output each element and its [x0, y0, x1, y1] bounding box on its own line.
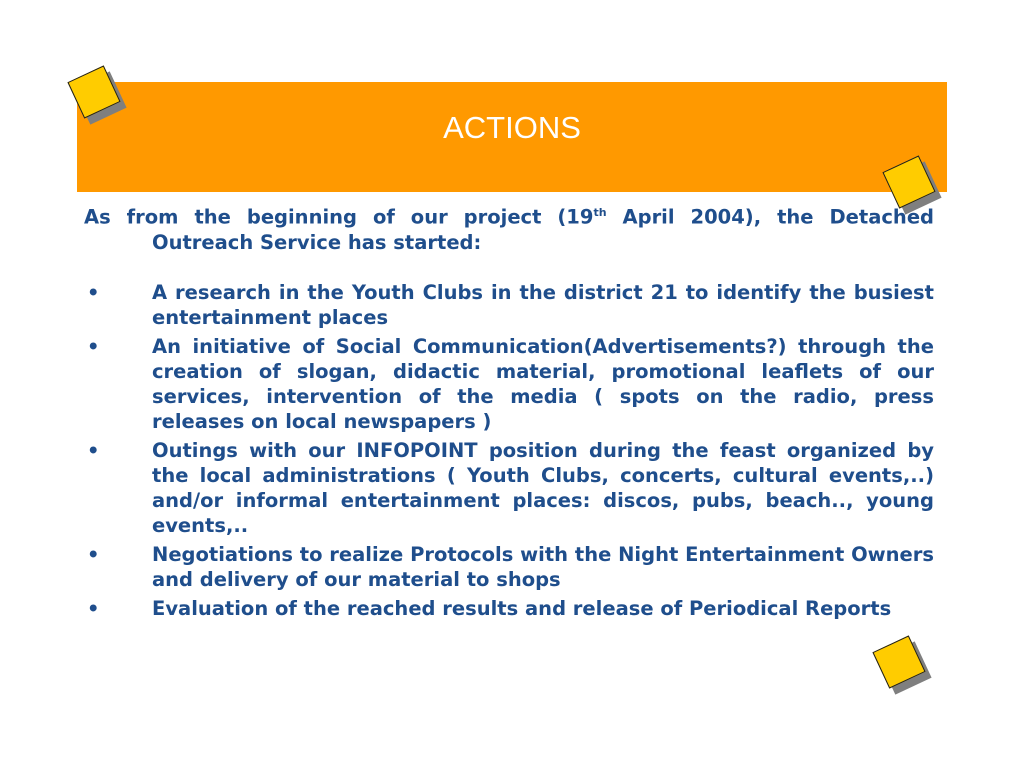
bullet-text: Outings with our INFOPOINT position during the feast organized by the local administrations ( Youth Clubs, concerts, cultural events,..) and/or informal entertainment places: discos, pubs, beach.., young events,.. — [152, 438, 934, 537]
bullet-mark: • — [87, 280, 100, 304]
intro-text-start: As from the beginning of our project (19 — [84, 205, 594, 229]
intro-ordinal-suffix: th — [593, 206, 607, 219]
bullet-item — [84, 334, 934, 434]
decorative-square-icon-bottom-right — [877, 640, 929, 692]
bullet-item — [84, 280, 934, 330]
slide-body — [84, 200, 934, 625]
bullet-mark: • — [87, 542, 100, 566]
bullet-mark: • — [87, 438, 100, 462]
title-band — [77, 82, 947, 192]
intro-text-end: April 2004), the Detached Outreach Service has started: — [152, 205, 935, 254]
bullet-mark: • — [87, 596, 100, 620]
bullet-text: Evaluation of the reached results and release of Periodical Reports — [152, 596, 892, 620]
decorative-square-icon-top-left — [72, 70, 124, 122]
intro-paragraph — [84, 200, 934, 255]
bullet-text: Negotiations to realize Protocols with the Night Entertainment Owners and delivery of our material to shops — [152, 542, 934, 591]
bullet-item — [84, 596, 934, 621]
bullet-item — [84, 542, 934, 592]
slide-title: ACTIONS — [443, 110, 581, 145]
bullet-text: An initiative of Social Communication(Advertisements?) through the creation of slogan, didactic material, promotional leaflets of our services, intervention of the media ( spots on the radio, press releases on local newspapers ) — [152, 334, 934, 433]
bullet-item — [84, 438, 934, 538]
bullet-mark: • — [87, 334, 100, 358]
bullet-text: A research in the Youth Clubs in the district 21 to identify the busiest entertainment places — [152, 280, 934, 329]
